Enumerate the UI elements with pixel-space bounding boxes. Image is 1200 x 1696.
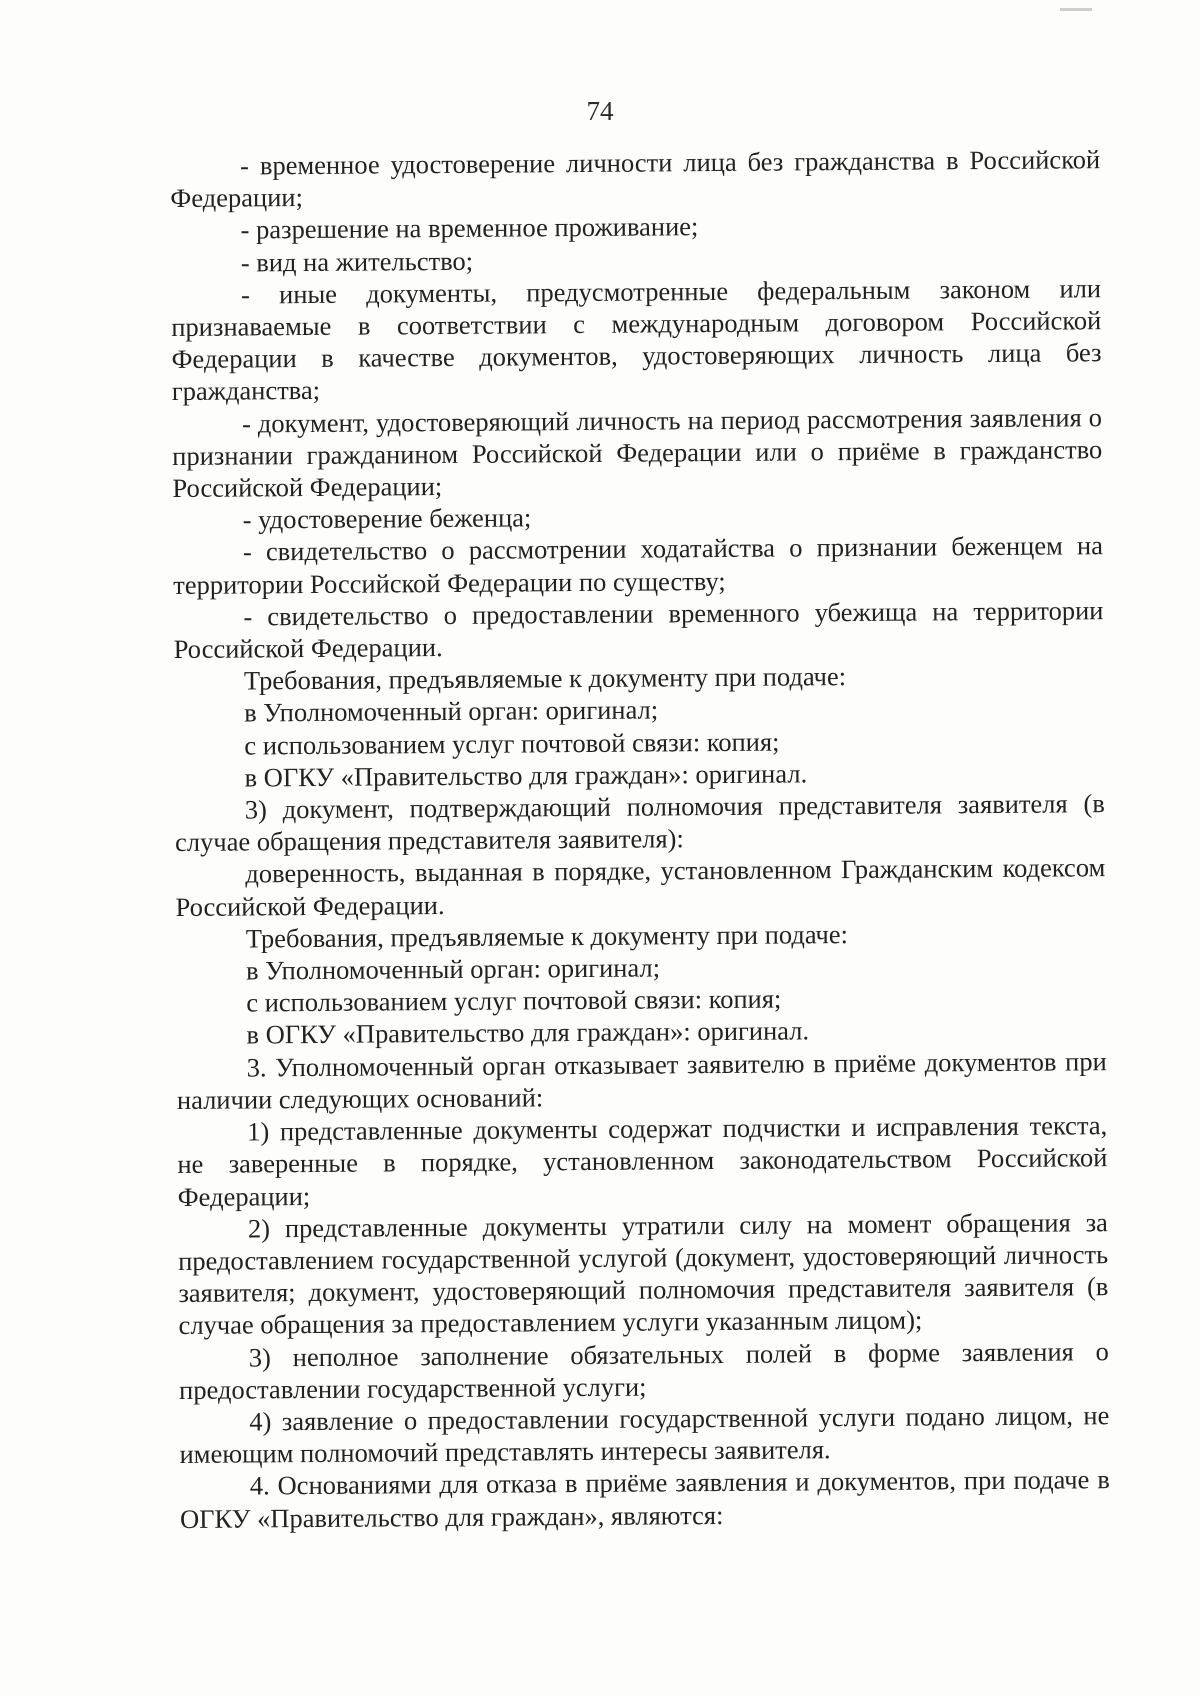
paragraph: - документ, удостоверяющий личность на период рассмотрения заявления о признании гражданином Российской Федерации или о приёме в гражданство Российской Федерации; xyxy=(172,401,1103,504)
page-number: 74 xyxy=(586,96,614,126)
paragraph: - свидетельство о рассмотрении ходатайства о признании беженцем на территории Российской Федерации по существу; xyxy=(173,530,1104,600)
paragraph: - свидетельство о предоставлении временного убежища на территории Российской Федерации. xyxy=(173,595,1104,665)
paragraph: 3) неполное заполнение обязательных полей в форме заявления о предоставлении государственной услуги; xyxy=(178,1335,1109,1405)
paragraph: Требования, предъявляемые к документу при подаче: xyxy=(243,661,847,696)
paragraph: - временное удостоверение личности лица без гражданства в Российской Федерации; xyxy=(170,144,1101,214)
paragraph: в ОГКУ «Правительство для граждан»: оригинал. xyxy=(246,1015,810,1050)
paragraph: 3) документ, подтверждающий полномочия представителя заявителя (в случае обращения представителя заявителя): xyxy=(174,788,1105,858)
paragraph: - разрешение на временное проживание; xyxy=(240,211,699,245)
paragraph: 4) заявление о предоставлении государственной услуги подано лицом, не имеющим полномочий представлять интересы заявителя. xyxy=(179,1400,1110,1470)
paragraph: 1) представленные документы содержат подчистки и исправления текста, не заверенные в порядке, установленном законодательством Российской Федерации; xyxy=(177,1110,1108,1212)
paragraph: в ОГКУ «Правительство для граждан»: оригинал. xyxy=(244,758,808,793)
paragraph: с использованием услуг почтовой связи: копия; xyxy=(244,726,780,761)
paragraph: 3. Уполномоченный орган отказывает заявителю в приёме документов при наличии следующих оснований: xyxy=(176,1045,1107,1115)
paragraph: 4. Основаниями для отказа в приёме заявления и документов, при подаче в ОГКУ «Правительство для граждан», являются: xyxy=(179,1464,1110,1534)
paragraph: - иные документы, предусмотренные федеральным законом или признаваемые в соответствии с международным договором Российской Федерации в качестве документов, удостоверяющих личность лица без гражданства; xyxy=(171,272,1102,407)
paragraph: - удостоверение беженца; xyxy=(242,502,532,535)
paragraph: с использованием услуг почтовой связи: копия; xyxy=(246,983,782,1018)
paragraph: в Уполномоченный орган: оригинал; xyxy=(244,694,659,728)
document-body xyxy=(170,143,1110,1535)
paragraph: Требования, предъявляемые к документу при подаче: xyxy=(245,918,849,954)
paragraph: 2) представленные документы утратили силу на момент обращения за предоставлением государственной услугой (документ, удостоверяющий личность заявителя; документ, удостоверяющий полномочия представителя заявителя (в случае обращения за предоставлением услуги указанным лицом); xyxy=(178,1206,1109,1341)
paragraph: доверенность, выданная в порядке, установленном Гражданским кодексом Российской Федерации. xyxy=(175,852,1106,922)
paragraph: в Уполномоченный орган: оригинал; xyxy=(245,952,661,986)
scan-artifact xyxy=(1060,8,1092,11)
paragraph: - вид на жительство; xyxy=(240,245,474,278)
